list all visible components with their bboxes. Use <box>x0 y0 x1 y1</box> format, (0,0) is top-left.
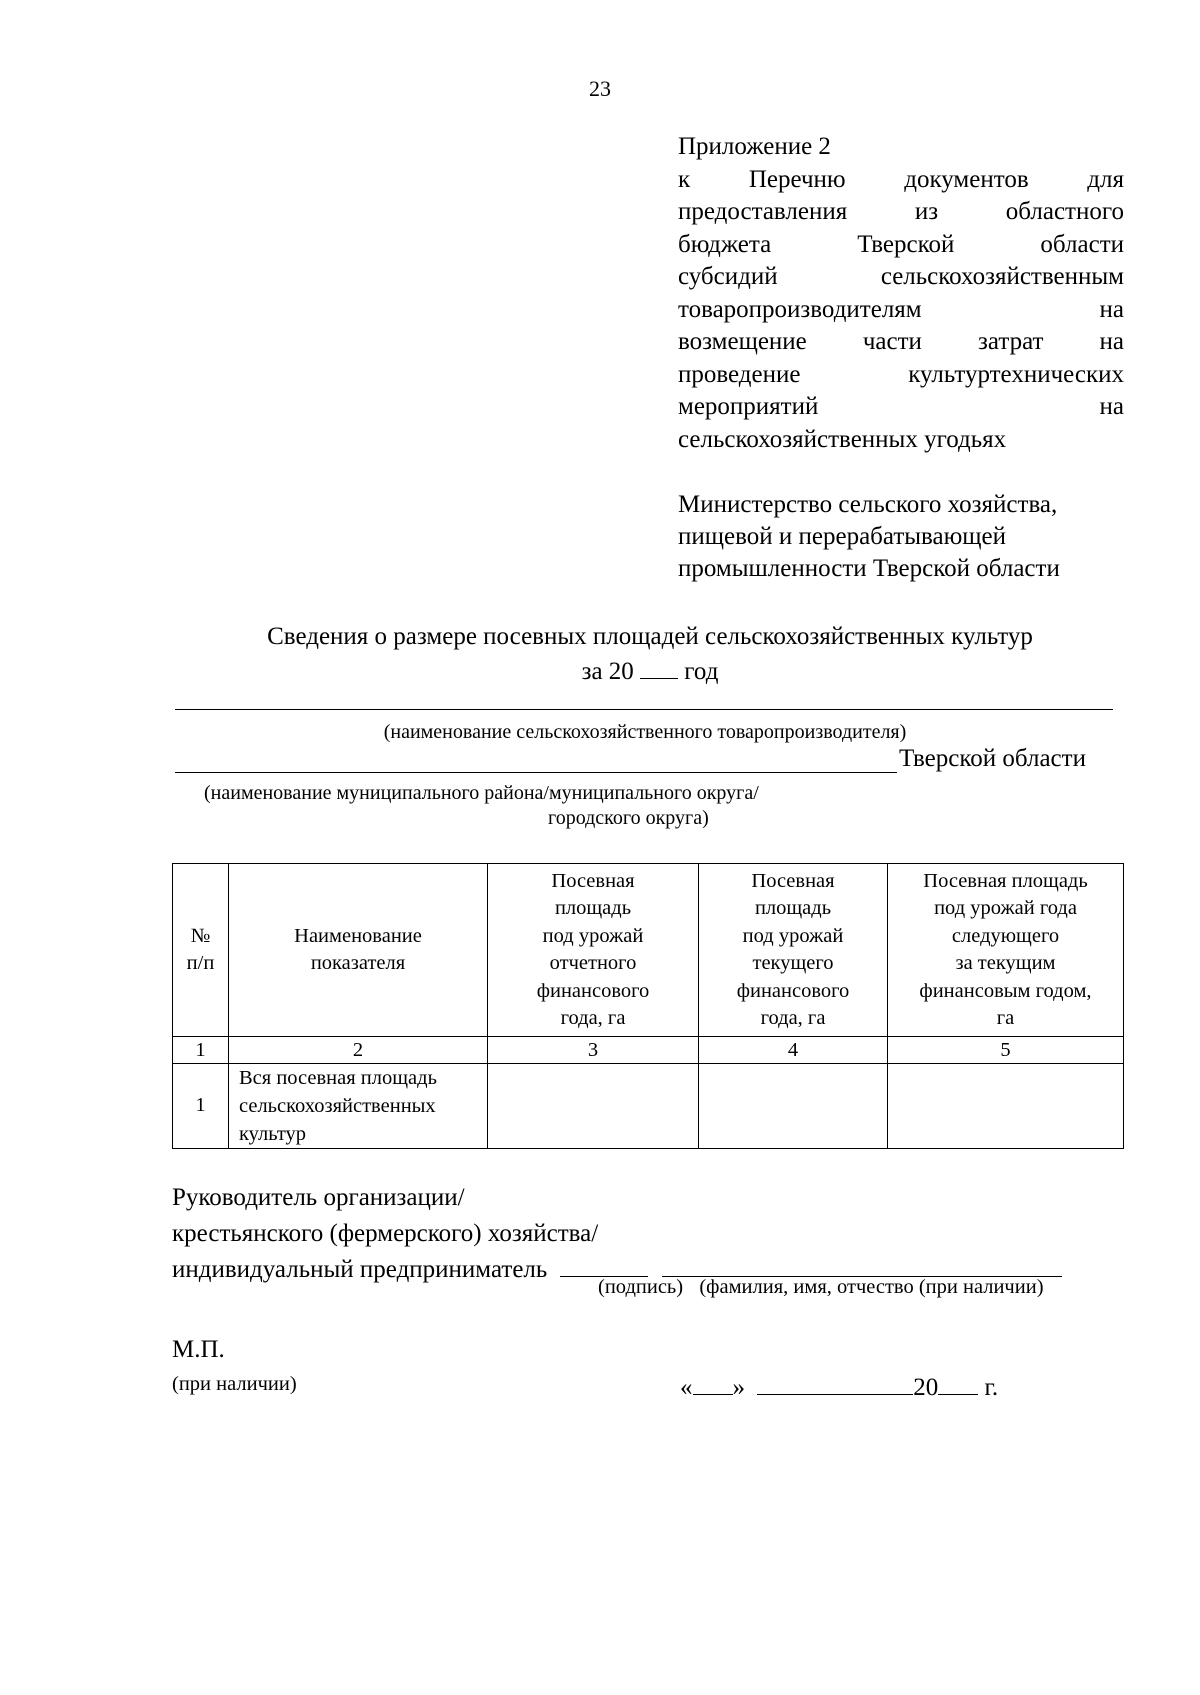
header-text: за текущим <box>955 952 1056 974</box>
header-text: площадь <box>754 897 832 919</box>
indicators-table <box>172 863 1124 1149</box>
day-blank[interactable] <box>693 1370 733 1395</box>
header-col-2 <box>229 864 488 1037</box>
appendix-header <box>678 131 1124 456</box>
signature-block <box>172 1180 1062 1288</box>
title-line-1: Сведения о размере посевных площадей сельскохозяйственных культур <box>267 623 1033 650</box>
header-col-1 <box>173 864 229 1037</box>
indicator-text: Вся посевная площадь <box>239 1067 437 1089</box>
appendix-line: Приложение 2 <box>678 133 831 160</box>
header-text: п/п <box>186 952 215 974</box>
signature-line: крестьянского (фермерского) хозяйства/ <box>172 1220 599 1247</box>
date-open-quote: « <box>680 1374 693 1401</box>
header-col-3 <box>488 864 699 1037</box>
column-number-row <box>173 1037 1124 1064</box>
header-text: отчетного <box>549 952 637 974</box>
column-number: 4 <box>699 1037 888 1064</box>
header-text: финансовым годом, <box>919 979 1092 1002</box>
appendix-line: проведение культуртехнических <box>678 360 1124 388</box>
month-blank[interactable] <box>757 1370 913 1395</box>
column-number: 1 <box>173 1037 229 1064</box>
appendix-line: к Перечню документов для <box>678 165 1124 193</box>
header-text: следующего <box>951 924 1060 947</box>
header-text: финансового <box>736 979 850 1002</box>
header-text: Посевная площадь <box>923 869 1088 892</box>
appendix-line: возмещение части затрат на <box>678 328 1124 355</box>
signature-blank[interactable] <box>560 1252 648 1277</box>
cell-next-year[interactable] <box>888 1064 1124 1149</box>
header-text: га <box>996 1007 1015 1029</box>
header-text: Посевная <box>751 869 835 892</box>
date-close-quote: » <box>732 1374 745 1401</box>
appendix-line: предоставления из областного <box>678 198 1124 225</box>
indicator-text: сельскохозяйственных <box>239 1095 436 1117</box>
full-name-blank[interactable] <box>662 1252 1062 1277</box>
table-header-row <box>173 864 1124 1037</box>
row-indicator-name <box>229 1064 488 1149</box>
header-text: Посевная <box>551 869 635 892</box>
header-text: под урожай <box>542 924 644 947</box>
column-number: 2 <box>229 1037 488 1064</box>
ministry-line: Министерство сельского хозяйства, <box>678 491 1058 518</box>
column-number: 5 <box>888 1037 1124 1064</box>
ministry-line: промышленности Тверской области <box>678 555 1060 582</box>
producer-name-line[interactable] <box>175 709 1113 710</box>
signature-line: Руководитель организации/ <box>172 1184 465 1211</box>
caption-full-name: (фамилия, имя, отчество (при наличии) <box>699 1276 1044 1298</box>
appendix-line: товаропроизводителям на <box>678 295 1124 323</box>
header-text: под урожай <box>742 924 844 947</box>
date-year-suffix: г. <box>984 1374 999 1401</box>
title-year-suffix: год <box>684 658 719 685</box>
district-caption-line-2: городского округа) <box>548 807 709 829</box>
page-number: 23 <box>589 76 611 101</box>
appendix-line: мероприятий на <box>678 393 1124 420</box>
header-text: показателя <box>310 952 406 974</box>
appendix-line: бюджета Тверской области <box>678 230 1124 258</box>
document-title <box>120 620 1180 689</box>
stamp-label: М.П. <box>172 1336 225 1363</box>
indicator-text: культур <box>239 1123 307 1145</box>
caption-signature: (подпись) <box>598 1276 684 1298</box>
title-line-2 <box>120 654 1180 689</box>
district-caption-line-1: (наименование муниципального района/муниципального округа/ <box>204 782 759 804</box>
date-line <box>680 1370 998 1402</box>
district-name-line[interactable] <box>175 772 897 773</box>
header-text: под урожай года <box>934 897 1077 919</box>
header-text: площадь <box>554 897 632 919</box>
appendix-line: сельскохозяйственных угодьях <box>678 425 1007 453</box>
header-col-4 <box>699 864 888 1037</box>
year-blank[interactable] <box>640 654 678 679</box>
ministry-addressee <box>678 489 1138 585</box>
signature-captions <box>598 1276 1044 1299</box>
header-text: Наименование <box>294 924 422 947</box>
header-text: № <box>190 924 211 947</box>
header-text: финансового <box>536 979 650 1002</box>
region-suffix: Тверской области <box>899 745 1086 772</box>
header-text: года, га <box>560 1007 626 1029</box>
producer-caption: (наименование сельскохозяйственного товаропроизводителя) <box>383 721 907 743</box>
appendix-line: субсидий сельскохозяйственным <box>678 263 1124 290</box>
ministry-line: пищевой и перерабатывающей <box>678 523 1007 550</box>
table-row <box>173 1064 1124 1149</box>
header-text: текущего <box>752 952 834 974</box>
cell-reporting-year[interactable] <box>488 1064 699 1149</box>
year-suffix-blank[interactable] <box>938 1370 978 1395</box>
column-number: 3 <box>488 1037 699 1064</box>
cell-current-year[interactable] <box>699 1064 888 1149</box>
title-year-prefix: за 20 <box>581 658 634 685</box>
stamp-note: (при наличии) <box>172 1373 297 1395</box>
date-year-prefix: 20 <box>913 1374 939 1401</box>
row-number: 1 <box>173 1064 229 1149</box>
signature-role: индивидуальный предприниматель <box>172 1256 548 1283</box>
header-text: года, га <box>760 1007 826 1029</box>
header-col-5 <box>888 864 1124 1037</box>
